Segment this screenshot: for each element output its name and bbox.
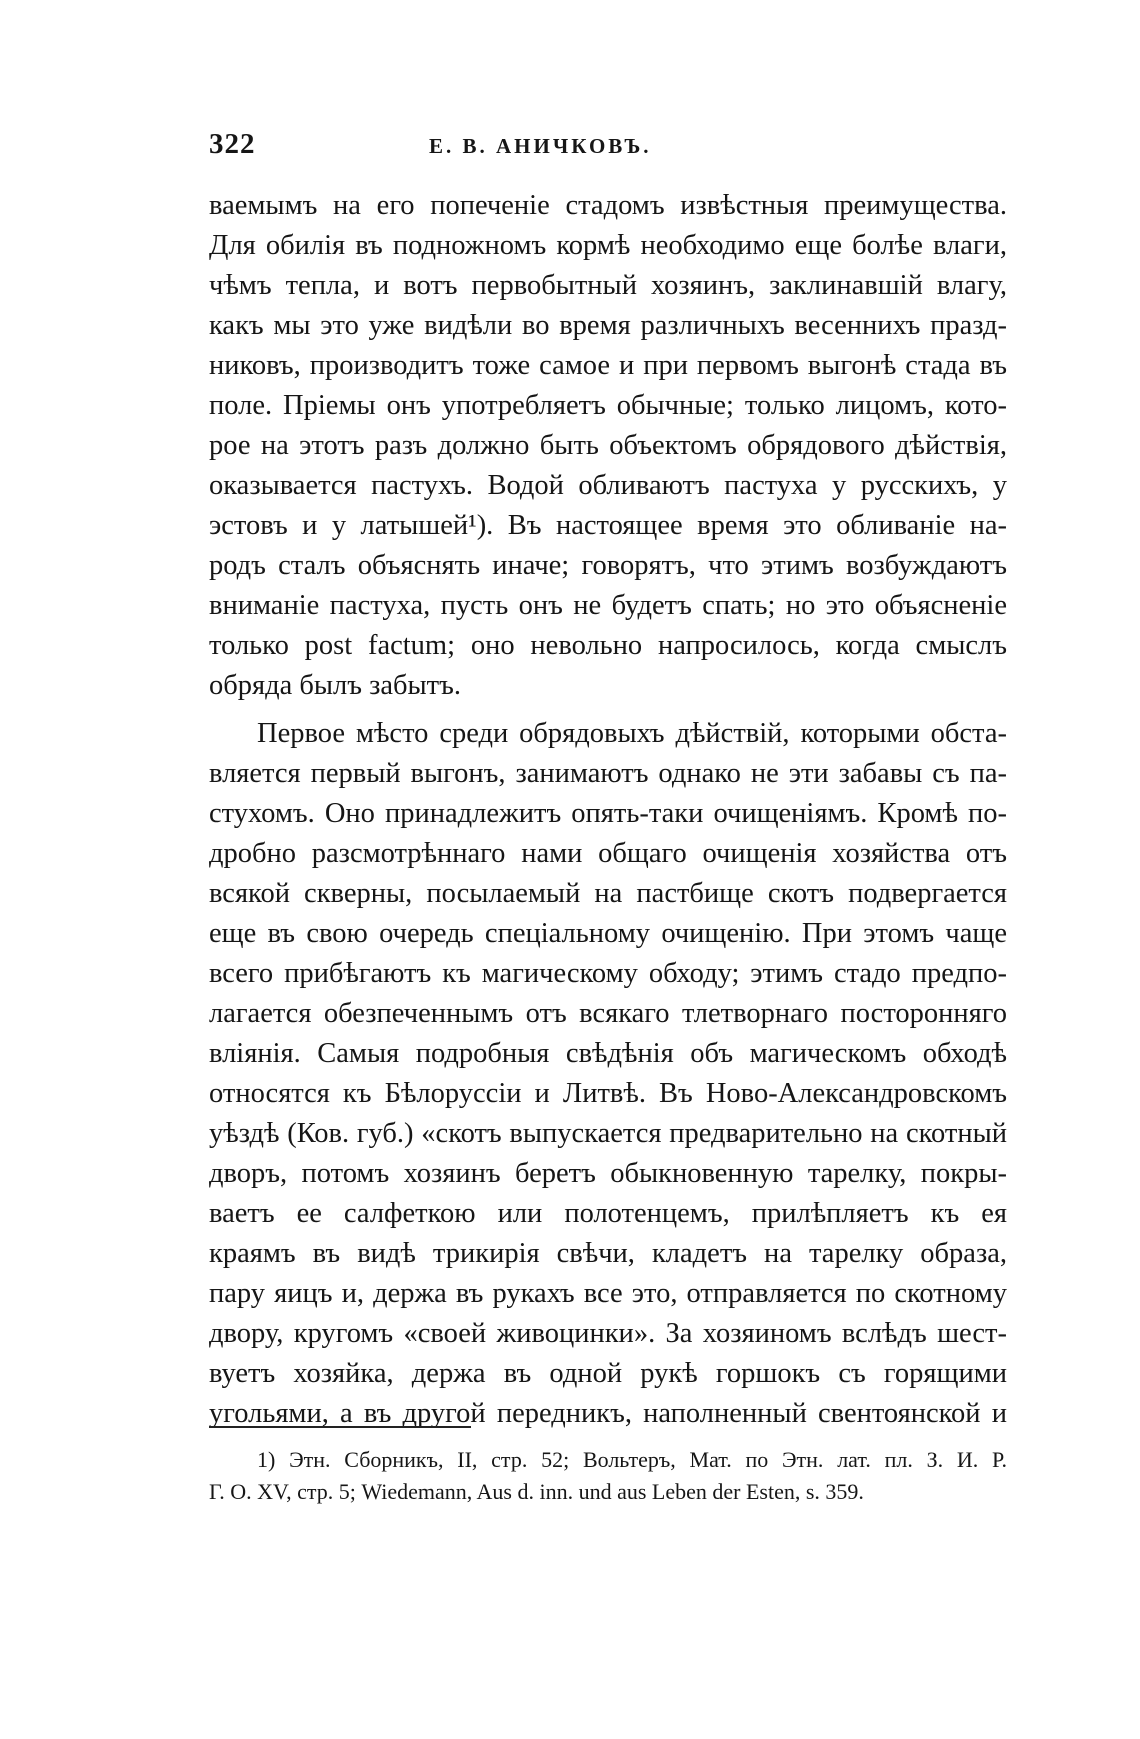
text-line: поле. Пріемы онъ употребляетъ обычные; только лицомъ, кото- bbox=[209, 390, 1007, 421]
text-line: вниманіе пастуха, пусть онъ не будетъ спать; но это объясненіе bbox=[209, 590, 1007, 621]
text-line: относятся къ Бѣлоруссіи и Литвѣ. Въ Ново-Александровскомъ bbox=[209, 1078, 1007, 1109]
text-line: уѣздѣ (Ков. губ.) «скотъ выпускается предварительно на скотный bbox=[209, 1118, 1007, 1149]
text-line: двору, кругомъ «своей живоцинки». За хозяиномъ вслѣдъ шест- bbox=[209, 1318, 1007, 1349]
text-line: ваетъ ее салфеткою или полотенцемъ, прилѣпляетъ къ ея bbox=[209, 1198, 1007, 1229]
text-line: вліянія. Самыя подробныя свѣдѣнія объ магическомъ обходѣ bbox=[209, 1038, 1007, 1069]
text-line: только post factum; оно невольно напросилось, когда смыслъ bbox=[209, 630, 1007, 661]
text-line: вляется первый выгонъ, занимаютъ однако не эти забавы съ па- bbox=[209, 758, 1007, 789]
text-line: еще въ свою очередь спеціальному очищенію. При этомъ чаще bbox=[209, 918, 1007, 949]
text-line: дробно разсмотрѣннаго нами общаго очищенія хозяйства отъ bbox=[209, 838, 1007, 869]
text-line: всякой скверны, посылаемый на пастбище скотъ подвергается bbox=[209, 878, 1007, 909]
text-line: обряда былъ забытъ. bbox=[209, 670, 461, 701]
text-line: вуетъ хозяйка, держа въ одной рукѣ горшокъ съ горящими bbox=[209, 1358, 1007, 1389]
text-line: краямъ въ видѣ трикирія свѣчи, кладетъ на тарелку образа, bbox=[209, 1238, 1007, 1269]
text-line: угольями, а въ другой передникъ, наполненный свентоянской и bbox=[209, 1398, 1007, 1429]
footnote-line: Г. О. XV, стр. 5; Wiedemann, Aus d. inn. und aus Leben der Esten, s. 359. bbox=[209, 1479, 864, 1504]
text-line: ваемымъ на его попеченіе стадомъ извѣстныя преимущества. bbox=[209, 190, 1007, 221]
text-line: чѣмъ тепла, и вотъ первобытный хозяинъ, заклинавшій влагу, bbox=[209, 270, 1007, 301]
footnotes bbox=[209, 1444, 1007, 1508]
text-line: рое на этотъ разъ должно быть объектомъ обрядового дѣйствія, bbox=[209, 430, 1007, 461]
text-line: никовъ, производитъ тоже самое и при первомъ выгонѣ стада въ bbox=[209, 350, 1007, 381]
text-line: дворъ, потомъ хозяинъ беретъ обыкновенную тарелку, покры- bbox=[209, 1158, 1007, 1189]
footnote-divider bbox=[209, 1426, 471, 1428]
page-number: 322 bbox=[209, 128, 256, 160]
text-line: какъ мы это уже видѣли во время различныхъ весеннихъ празд- bbox=[209, 310, 1007, 341]
running-title: Е. В. АНИЧКОВЪ. bbox=[429, 134, 652, 158]
text-line: оказывается пастухъ. Водой обливаютъ пастуха у русскихъ, у bbox=[209, 470, 1007, 501]
text-line: лагается обезпеченнымъ отъ всякаго тлетворнаго посторонняго bbox=[209, 998, 1007, 1029]
text-line: стухомъ. Оно принадлежитъ опять-таки очищеніямъ. Кромѣ по- bbox=[209, 798, 1007, 829]
footnote-line: 1) Этн. Сборникъ, II, стр. 52; Вольтеръ, Мат. по Этн. лат. пл. З. И. Р. bbox=[257, 1447, 1007, 1472]
text-line: Для обилія въ подножномъ кормѣ необходимо еще болѣе влаги, bbox=[209, 230, 1007, 261]
text-line: пару яицъ и, держа въ рукахъ все это, отправляется по скотному bbox=[209, 1278, 1007, 1309]
text-line: Первое мѣсто среди обрядовыхъ дѣйствій, которыми обста- bbox=[257, 718, 1007, 749]
text-line: всего прибѣгаютъ къ магическому обходу; этимъ стадо предпо- bbox=[209, 958, 1007, 989]
paragraph-1 bbox=[209, 186, 1007, 706]
text-line: эстовъ и у латышей¹). Въ настоящее время это обливаніе на- bbox=[209, 510, 1007, 541]
body-text bbox=[209, 186, 1007, 1434]
paragraph-2 bbox=[209, 714, 1007, 1434]
text-line: родъ сталъ объяснять иначе; говорятъ, что этимъ возбуждаютъ bbox=[209, 550, 1007, 581]
running-header bbox=[209, 128, 1009, 168]
